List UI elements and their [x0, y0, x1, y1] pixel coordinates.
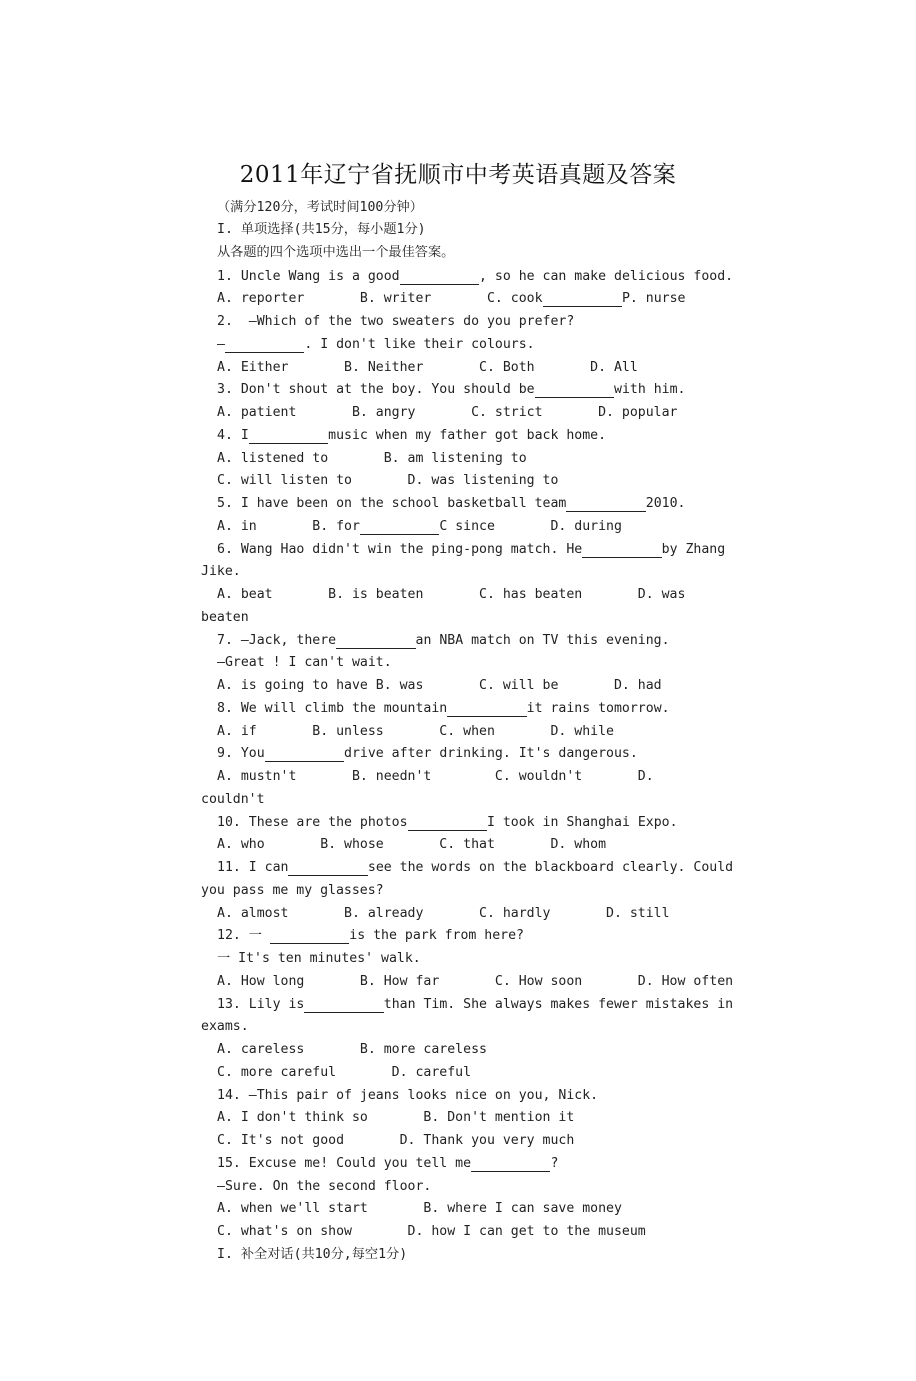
answer-blank — [225, 337, 304, 353]
text-line: C. It's not good D. Thank you very much — [217, 1133, 575, 1148]
text-line: —Great ! I can't wait. — [217, 655, 392, 670]
text-line: exams. — [201, 1019, 249, 1034]
text-line: A. patient B. angry C. strict D. popular — [217, 405, 678, 420]
text-line: 从各题的四个选项中选出一个最佳答案。 — [217, 245, 455, 260]
text-line: I. 补全对话(共10分,每空1分) — [217, 1247, 408, 1262]
text-line: A. reporter B. writer C. cook P. nurse — [217, 291, 686, 306]
text-line: you pass me my glasses? — [201, 883, 384, 898]
answer-blank — [265, 746, 344, 762]
text-line: 6. Wang Hao didn't win the ping-pong match. He by Zhang — [217, 542, 726, 557]
answer-blank — [304, 997, 383, 1013]
text-line: A. who B. whose C. that D. whom — [217, 837, 607, 852]
answer-blank — [288, 860, 367, 876]
text-line: 13. Lily is than Tim. She always makes fewer mistakes in — [217, 997, 734, 1012]
answer-blank — [543, 291, 622, 307]
document-title: 2011年辽宁省抚顺市中考英语真题及答案 — [239, 162, 677, 188]
answer-blank — [408, 815, 487, 831]
answer-blank — [471, 1156, 550, 1172]
text-line: I. 单项选择(共15分，每小题1分) — [217, 222, 426, 237]
text-line: 12. 一 is the park from here? — [217, 928, 524, 943]
text-line: 9. You drive after drinking. It's dangerous. — [217, 746, 638, 761]
text-line: 5. I have been on the school basketball team 2010. — [217, 496, 686, 511]
text-line: 4. I music when my father got back home. — [217, 428, 607, 443]
text-line: A. almost B. already C. hardly D. still — [217, 906, 670, 921]
text-line: A. careless B. more careless — [217, 1042, 487, 1057]
answer-blank — [582, 542, 661, 558]
text-line: A. listened to B. am listening to — [217, 451, 527, 466]
text-line: —Sure. On the second floor. — [217, 1179, 432, 1194]
text-line: A. beat B. is beaten C. has beaten D. was — [217, 587, 686, 602]
text-line: — . I don't like their colours. — [217, 337, 535, 352]
text-line: A. mustn't B. needn't C. wouldn't D. — [217, 769, 654, 784]
answer-blank — [249, 428, 328, 444]
text-line: （满分120分，考试时间100分钟） — [217, 200, 423, 215]
text-line: 7. —Jack, there an NBA match on TV this evening. — [217, 633, 670, 648]
answer-blank — [336, 633, 415, 649]
text-line: 15. Excuse me! Could you tell me ? — [217, 1156, 559, 1171]
text-line: A. I don't think so B. Don't mention it — [217, 1110, 575, 1125]
text-line: A. is going to have B. was C. will be D. had — [217, 678, 662, 693]
answer-blank — [535, 382, 614, 398]
text-line: 8. We will climb the mountain it rains tomorrow. — [217, 701, 670, 716]
text-line: 1. Uncle Wang is a good , so he can make delicious food. — [217, 269, 734, 284]
text-line: 11. I can see the words on the blackboard clearly. Could — [217, 860, 734, 875]
answer-blank — [360, 519, 439, 535]
text-line: C. what's on show D. how I can get to the museum — [217, 1224, 646, 1239]
text-line: A. Either B. Neither C. Both D. All — [217, 360, 638, 375]
text-line: beaten — [201, 610, 249, 625]
text-line: C. more careful D. careful — [217, 1065, 472, 1080]
text-line: 2. —Which of the two sweaters do you prefer? — [217, 314, 575, 329]
text-line: couldn't — [201, 792, 265, 807]
text-line: 3. Don't shout at the boy. You should be with him. — [217, 382, 686, 397]
text-line: 10. These are the photos I took in Shanghai Expo. — [217, 815, 678, 830]
text-line: A. when we'll start B. where I can save money — [217, 1201, 622, 1216]
answer-blank — [400, 269, 479, 285]
text-line: C. will listen to D. was listening to — [217, 473, 559, 488]
answer-blank — [447, 701, 526, 717]
text-line: 14. —This pair of jeans looks nice on you, Nick. — [217, 1088, 599, 1103]
text-line: A. in B. for C since D. during — [217, 519, 622, 534]
answer-blank — [566, 496, 645, 512]
text-line: Jike. — [201, 564, 241, 579]
text-line: 一 It's ten minutes' walk. — [217, 951, 421, 966]
answer-blank — [270, 928, 349, 944]
text-line: A. if B. unless C. when D. while — [217, 724, 614, 739]
text-line: A. How long B. How far C. How soon D. How often — [217, 974, 734, 989]
